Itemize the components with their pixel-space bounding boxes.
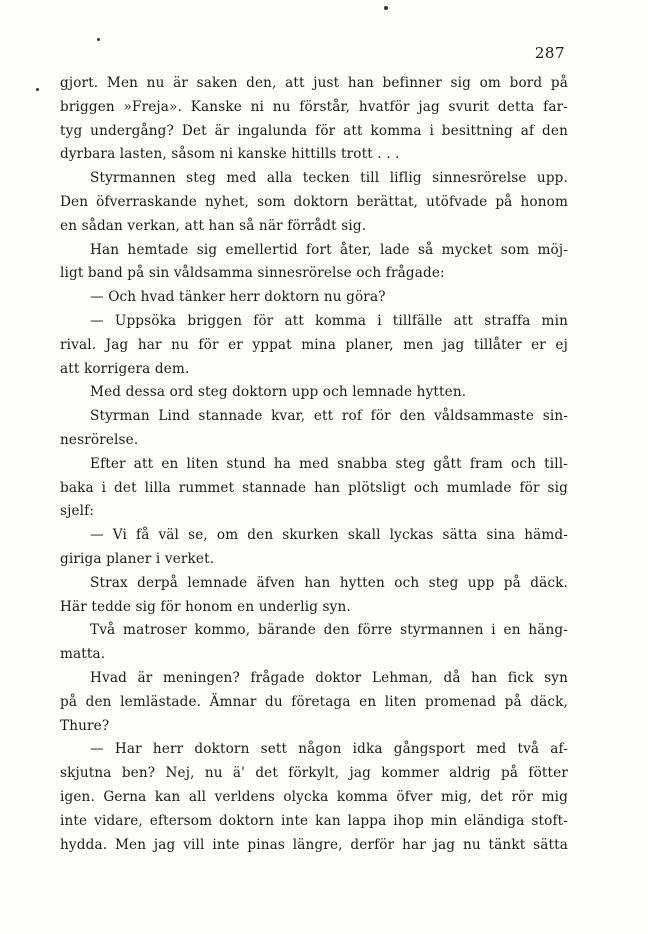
text-line: Thure? <box>60 717 110 734</box>
text-line: inte vidare, eftersom doktorn inte kan lappa ihop min eländiga stoft- <box>60 812 568 829</box>
print-speck <box>384 6 388 10</box>
text-line: Efter att en liten stund ha med snabba steg gått fram och till- <box>90 455 568 472</box>
text-line: Med dessa ord steg doktorn upp och lemnade hytten. <box>90 384 467 401</box>
text-line: att korrigera dem. <box>60 360 190 377</box>
text-line: tyg undergång? Det är ingalunda för att komma i besittning af den <box>60 122 568 139</box>
text-line: Här tedde sig för honom en underlig syn. <box>60 598 351 615</box>
text-line: gjort. Men nu är saken den, att just han befinner sig om bord på <box>60 75 568 91</box>
print-speck <box>97 38 100 41</box>
text-line: — Och hvad tänker herr doktorn nu göra? <box>90 289 386 306</box>
text-line: Styrmannen steg med alla tecken till liflig sinnesrörelse upp. <box>90 170 568 187</box>
print-speck <box>36 88 39 91</box>
text-line: igen. Gerna kan all verldens olycka komma öfver mig, det rör mig <box>60 788 568 805</box>
text-line: sjelf: <box>60 503 95 520</box>
text-line: Den öfverraskande nyhet, som doktorn berättat, utöfvade på honom <box>60 193 568 210</box>
text-line: rival. Jag har nu för er yppat mina planer, men jag tillåter er ej <box>60 336 568 353</box>
text-line: Två matroser kommo, bärande den förre styrmannen i en häng- <box>90 622 568 639</box>
text-line: matta. <box>60 646 106 663</box>
text-line: hydda. Men jag vill inte pinas längre, derför har jag nu tänkt sätta <box>60 836 568 853</box>
text-line: dyrbara lasten, såsom ni kanske hittills trott . . . <box>60 146 400 163</box>
text-line: baka i det lilla rummet stannade han plötsligt och mumlade för sig <box>60 479 568 496</box>
text-line: — Har herr doktorn sett någon idka gångsport med två af- <box>90 741 568 758</box>
text-line: giriga planer i verket. <box>60 550 215 567</box>
text-line: briggen »Freja». Kanske ni nu förstår, hvatför jag svurit detta far- <box>60 98 568 115</box>
text-line: på den lemlästade. Ämnar du företaga en liten promenad på däck, <box>60 693 568 710</box>
page-number: 287 <box>534 44 565 62</box>
text-line: Han hemtade sig emellertid fort åter, lade så mycket som möj- <box>90 241 568 258</box>
text-line: Strax derpå lemnade äfven han hytten och steg upp på däck. <box>90 574 568 591</box>
text-line: — Vi få väl se, om den skurken skall lyckas sätta sina hämd- <box>90 527 568 544</box>
text-line: skjutna ben? Nej, nu ä' det förkylt, jag kommer aldrig på fötter <box>60 765 568 782</box>
body-text <box>60 72 568 857</box>
text-line: — Uppsöka briggen för att komma i tillfälle att straffa min <box>90 312 568 329</box>
text-line: Hvad är meningen? frågade doktor Lehman, då han fick syn <box>90 669 568 686</box>
text-line: ligt band på sin våldsamma sinnesrörelse och frågade: <box>60 265 445 282</box>
text-line: Styrman Lind stannade kvar, ett rof för den våldsammaste sin- <box>90 408 568 425</box>
text-line: en sådan verkan, att han så när förrådt sig. <box>60 217 367 234</box>
text-line: nesrörelse. <box>60 431 139 448</box>
